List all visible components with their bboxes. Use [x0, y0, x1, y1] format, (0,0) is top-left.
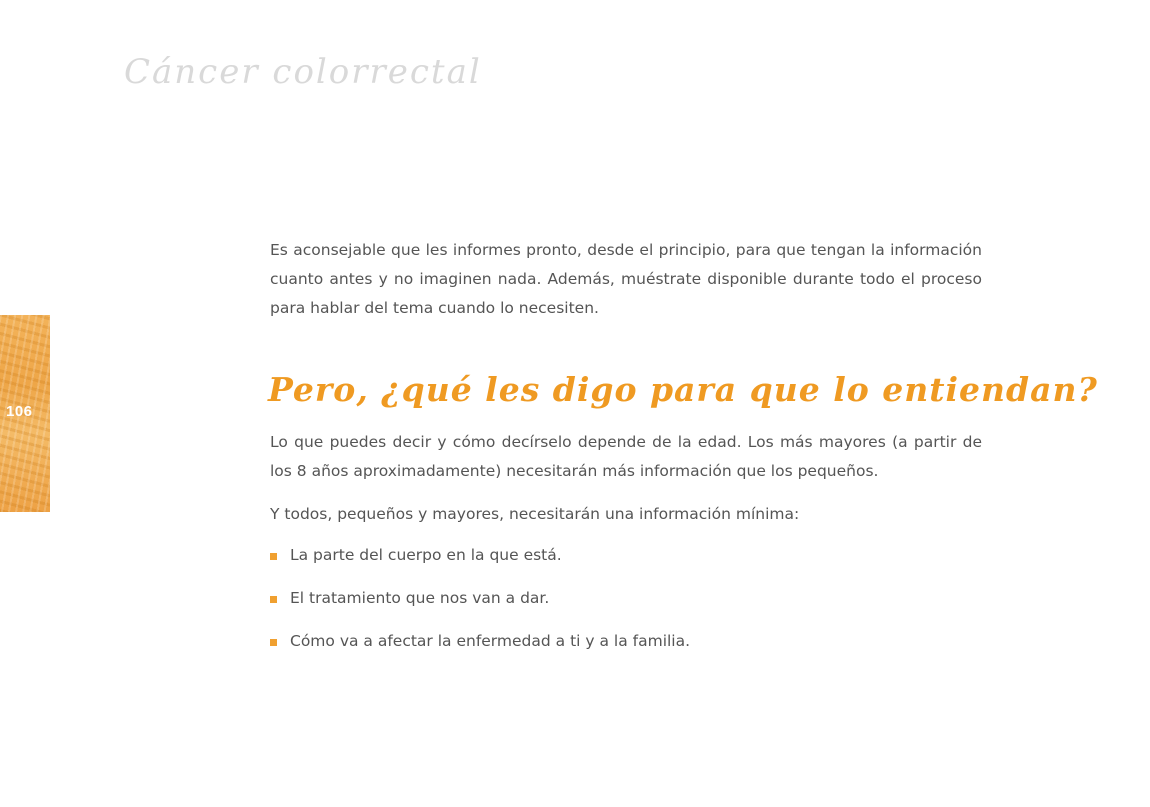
list-item-text: Cómo va a afectar la enfermedad a ti y a la familia.	[290, 632, 691, 650]
info-list	[270, 541, 982, 656]
page-number: 106	[6, 403, 33, 420]
minimum-info-paragraph: Y todos, pequeños y mayores, necesitarán una información mínima:	[270, 505, 800, 523]
square-bullet-icon	[270, 596, 277, 603]
age-paragraph: Lo que puedes decir y cómo decírselo depende de la edad. Los más mayores (a partir de los 8 años aproximadamente) necesitarán más información que los pequeños.	[270, 433, 982, 480]
square-bullet-icon	[270, 553, 277, 560]
list-item	[270, 541, 982, 570]
section-heading: Pero, ¿qué les digo para que lo entiendan?	[268, 370, 1098, 409]
list-item-text: La parte del cuerpo en la que está.	[290, 546, 562, 564]
list-item	[270, 584, 982, 613]
list-item	[270, 627, 982, 656]
intro-paragraph: Es aconsejable que les informes pronto, desde el principio, para que tengan la información cuanto antes y no imaginen nada. Además, muéstrate disponible durante todo el proceso para hablar del tema cuando lo necesiten.	[270, 241, 982, 317]
square-bullet-icon	[270, 639, 277, 646]
running-title: Cáncer colorrectal	[124, 52, 482, 92]
main-content	[268, 236, 1098, 670]
list-item-text: El tratamiento que nos van a dar.	[290, 589, 550, 607]
page-tab	[0, 315, 50, 512]
